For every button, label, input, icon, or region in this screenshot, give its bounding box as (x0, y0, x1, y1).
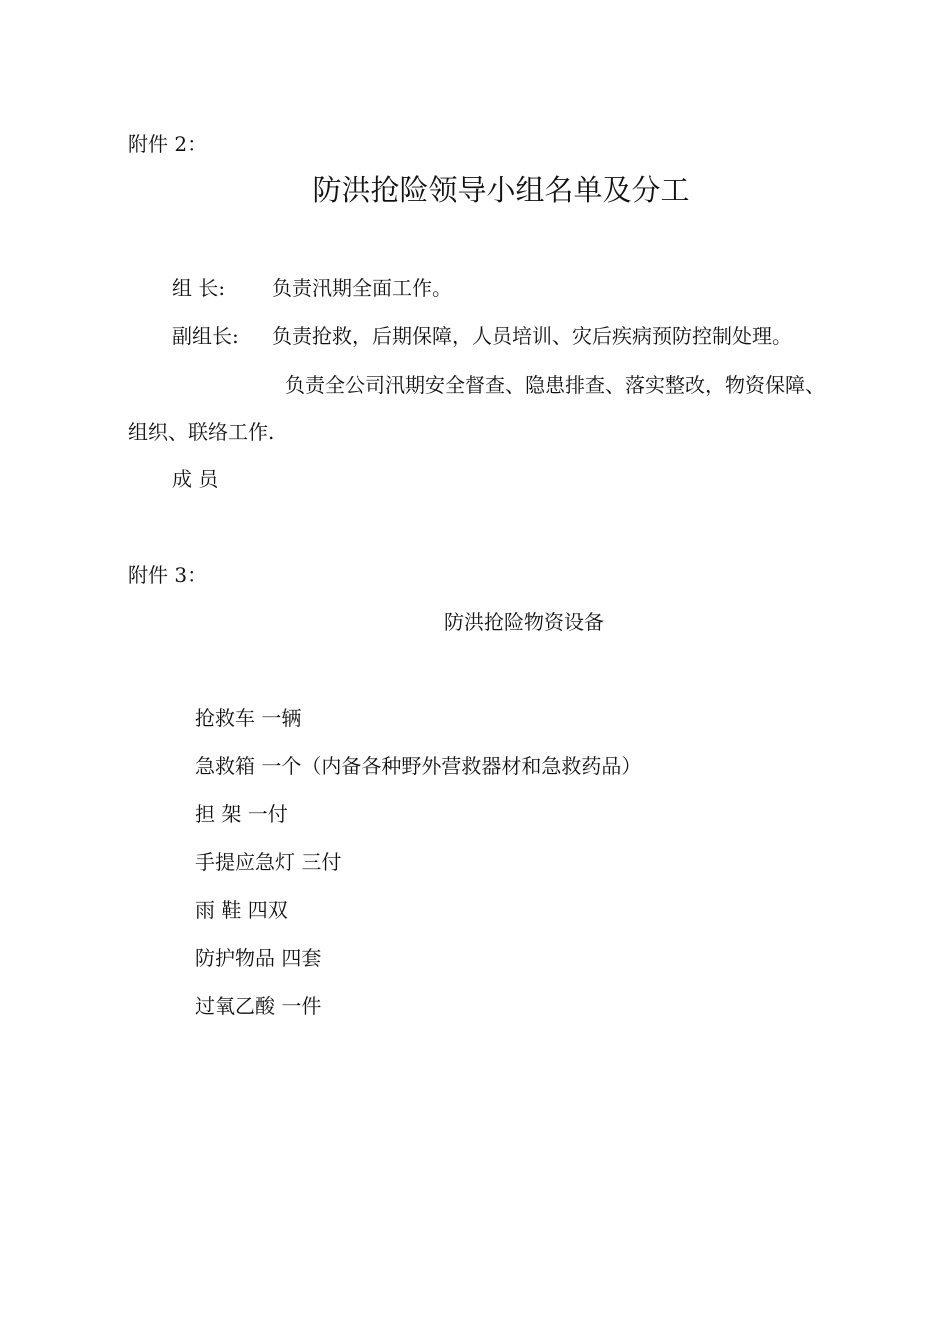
equipment-item: 雨 鞋 四双 (195, 898, 288, 922)
leader-desc: 负责汛期全面工作。 (272, 276, 452, 300)
attachment-2-label: 附件 2： (128, 132, 208, 156)
equipment-item: 过氧乙酸 一件 (195, 994, 322, 1018)
attachment-2-title: 防洪抢险领导小组名单及分工 (312, 173, 690, 207)
extra-duty-line-2: 组织、联络工作. (128, 420, 275, 444)
leader-label: 组 长: (172, 276, 226, 300)
equipment-item: 担 架 一付 (195, 802, 288, 826)
equipment-item: 防护物品 四套 (195, 946, 322, 970)
deputy-desc: 负责抢救，后期保障，人员培训、灾后疾病预防控制处理。 (272, 324, 792, 348)
attachment-3-label: 附件 3： (128, 563, 208, 587)
extra-duty-line-1: 负责全公司汛期安全督查、隐患排查、落实整改，物资保障、 (285, 373, 825, 397)
deputy-label: 副组长: (172, 324, 239, 348)
equipment-item: 手提应急灯 三付 (195, 850, 342, 874)
members-label: 成 员 (172, 467, 219, 491)
equipment-item: 急救箱 一个（内备各种野外营救器材和急救药品） (195, 754, 642, 778)
attachment-3-title: 防洪抢险物资设备 (444, 610, 604, 634)
equipment-item: 抢救车 一辆 (195, 706, 302, 730)
